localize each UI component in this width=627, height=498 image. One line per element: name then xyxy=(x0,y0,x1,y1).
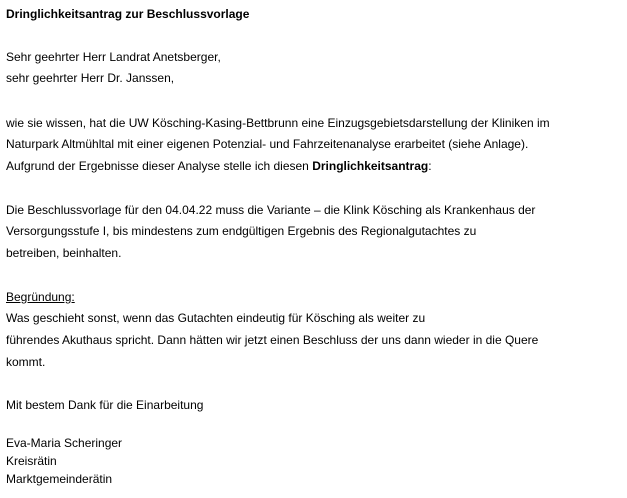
heading-part1: Dringlichkeitsantrag zur Beschlu xyxy=(6,7,194,21)
paragraph1-line-3-prefix: Aufgrund der Ergebnisse dieser Analyse stelle ich diesen xyxy=(6,159,313,173)
signature-role-2: Marktgemeinderätin xyxy=(6,472,113,486)
signature-name: Eva-Maria Scheringer xyxy=(6,436,123,450)
paragraph1-line-1: wie sie wissen, hat die UW Kösching-Kasing-Bettbrunn eine Einzugsgebietsdarstellung der Kliniken im xyxy=(6,116,550,130)
paragraph1-line-3-suffix: : xyxy=(428,159,432,173)
paragraph2-line-2: Versorgungsstufe I, bis mindestens zum endgültigen Ergebnis des Regionalgutachtes zu xyxy=(6,224,477,238)
closing-line: Mit bestem Dank für die Einarbeitung xyxy=(6,398,204,412)
heading-part3: vorlage xyxy=(206,7,250,21)
paragraph1-line-3-bold: Dringlichkeitsantrag xyxy=(312,159,429,173)
justification-line-2: führendes Akuthaus spricht. Dann hätten wir jetzt einen Beschluss der uns dann wieder in die Quere xyxy=(6,333,539,347)
justification-line-1: Was geschieht sonst, wenn das Gutachten eindeutig für Kösching als weiter zu xyxy=(6,311,426,325)
heading-part2: ss xyxy=(193,7,207,21)
paragraph2-line-1: Die Beschlussvorlage für den 04.04.22 muss die Variante – die Klink Kösching als Krankenhaus der xyxy=(6,203,536,217)
document-heading xyxy=(6,7,249,22)
salutation-line-1: Sehr geehrter Herr Landrat Anetsberger, xyxy=(6,50,221,64)
signature-role-1: Kreisrätin xyxy=(6,454,57,468)
paragraph2-line-3: betreiben, beinhalten. xyxy=(6,246,122,260)
paragraph1-line-3 xyxy=(6,159,432,174)
justification-title: Begründung: xyxy=(6,290,75,304)
paragraph1-line-2: Naturpark Altmühltal mit einer eigenen Potenzial- und Fahrzeitenanalyse erarbeitet (siehe Anlage). xyxy=(6,137,529,151)
justification-line-3: kommt. xyxy=(6,355,46,369)
salutation-line-2: sehr geehrter Herr Dr. Janssen, xyxy=(6,71,175,85)
